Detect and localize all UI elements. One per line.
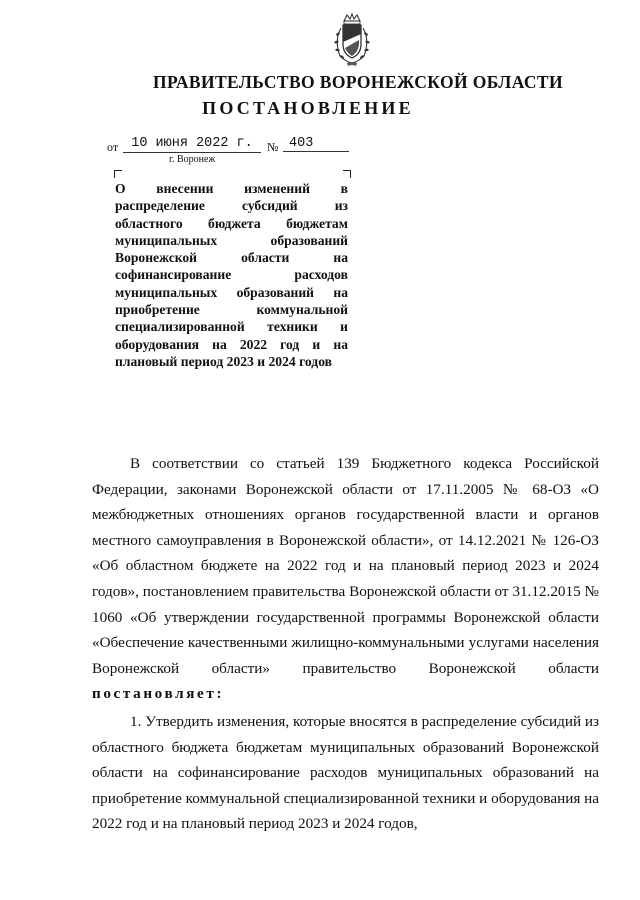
preamble-paragraph <box>92 451 599 707</box>
document-number: 403 <box>283 136 349 152</box>
voronezh-coat-of-arms-icon <box>328 12 376 68</box>
number-sign: № <box>267 140 279 154</box>
item-1-paragraph: 1. Утвердить изменения, которые вносятся в распределение субсидий из областного бюджета бюджетам муниципальных образований Воронежской области на софинансирование расходов муниципальных образований на приобретение коммунальной специализированной техники и оборудования на 2022 год и на плановый период 2023 и 2024 годов, <box>92 712 600 833</box>
document-subject: О внесении изменений в распределение субсидий из областного бюджета бюджетам муниципальных образований Воронежской области на софинансирование расходов муниципальных образований на приобретение коммунальной специализированной техники и оборудования на 2022 год и на плановый период 2023 и 2024 годов <box>115 181 348 369</box>
preamble-text: В соответствии со статьей 139 Бюджетного кодекса Российской Федерации, законами Воронежской области от 17.11.2005 № 68-ОЗ «О межбюджетных отношениях органов государственной власти и органов местного самоуправления в Воронежской области», от 14.12.2021 № 126-ОЗ «Об областном бюджете на 2022 год и на плановый период 2023 и 2024 годов», постановлением правительства Воронежской области от 31.12.2015 № 1060 «Об утверждении государственной программы Воронежской области «Обеспечение качественными жилищно-коммунальными услугами населения Воронежской области» правительство Воронежской области <box>92 455 599 677</box>
city: г. Воронеж <box>169 154 216 165</box>
document-type: ПОСТАНОВЛЕНИЕ <box>202 98 414 118</box>
date-prefix: от <box>107 140 119 154</box>
decree-word: постановляет <box>92 685 217 703</box>
document-meta <box>107 136 367 166</box>
document-body <box>92 451 599 837</box>
subject-bracket-left <box>114 170 122 178</box>
subject-bracket-right <box>343 170 351 178</box>
government-title: ПРАВИТЕЛЬСТВО ВОРОНЕЖСКОЙ ОБЛАСТИ <box>152 72 564 92</box>
decree-punct: : <box>216 685 222 703</box>
document-date: 10 июня 2022 г. <box>123 136 261 153</box>
